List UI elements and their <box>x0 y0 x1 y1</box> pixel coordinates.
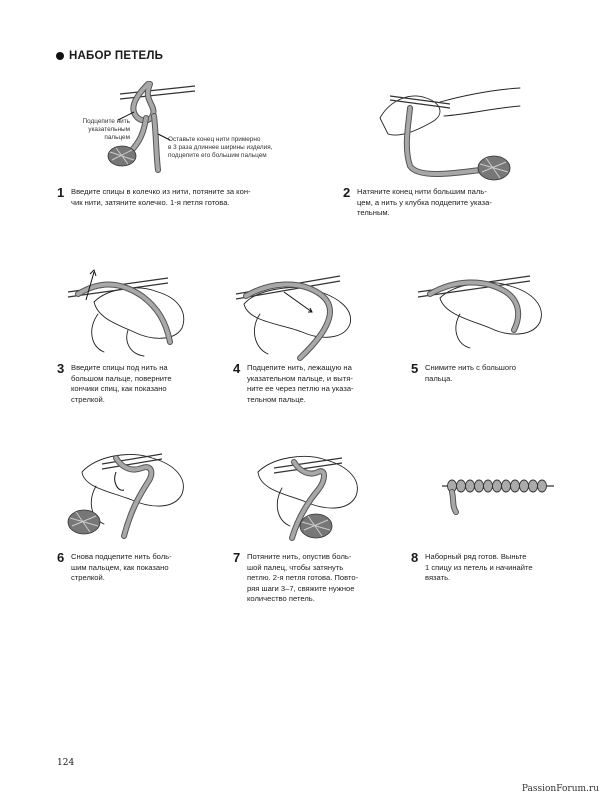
step-line: Натяните конец нити большим паль- <box>357 187 487 196</box>
step-line: Введите спицы под нить на <box>71 363 168 372</box>
arrow-icon <box>284 292 312 312</box>
step-line: Подцепите нить, лежащую на <box>247 363 352 372</box>
step-line: ните ее через петлю на указа- <box>247 384 354 393</box>
step-1-text <box>71 187 311 208</box>
step-1-number: 1 <box>57 185 65 200</box>
section-title: НАБОР ПЕТЕЛЬ <box>69 50 164 62</box>
yarn-ball-icon <box>300 514 332 538</box>
step-line: тельным. <box>357 208 390 217</box>
loop-mark <box>466 480 475 492</box>
step-line: количество петель. <box>247 594 315 603</box>
step-7-number: 7 <box>233 550 241 565</box>
step-2-text <box>357 187 547 219</box>
step-line: шим пальцем, как показано <box>71 562 169 572</box>
note-line: в 3 раза длиннее ширины изделия, <box>168 144 273 151</box>
step-2-number: 2 <box>343 185 351 200</box>
step-line: ряя шаги 3–7, свяжите нужное <box>247 583 355 593</box>
step-line: Снова подцепите нить боль- <box>71 552 172 561</box>
step-line: чик нити, затяните колечко. 1-я петля готова. <box>71 197 230 207</box>
step-5-number: 5 <box>411 361 419 376</box>
arrow-icon <box>115 472 124 490</box>
step-3-illustration <box>58 262 208 362</box>
step-8-text <box>425 552 575 584</box>
step-line: шой палец, чтобы затянуть <box>247 562 344 572</box>
step-4-text <box>247 363 392 405</box>
step-6-text <box>71 552 211 584</box>
loop-mark <box>457 480 466 492</box>
step-6-number: 6 <box>57 550 65 565</box>
loop-mark <box>529 480 538 492</box>
step-2-illustration <box>370 78 530 188</box>
site-watermark: PassionForum.ru <box>521 784 599 794</box>
step-line: кончики спиц, как показано <box>71 384 167 393</box>
loop-mark <box>520 480 529 492</box>
step-line: Наборный ряд готов. Выньте <box>425 552 527 561</box>
step-8-number: 8 <box>411 550 419 565</box>
step-line: пальца. <box>425 373 453 383</box>
loop-mark <box>493 480 502 492</box>
step-7-illustration <box>238 438 378 548</box>
step-7-text <box>247 552 397 605</box>
step-3-number: 3 <box>57 361 65 376</box>
bullet-dot-icon <box>56 52 64 60</box>
cast-on-loops <box>448 480 547 492</box>
step-4-illustration <box>230 262 380 362</box>
loop-mark <box>484 480 493 492</box>
step-line: указательном пальце, и вытя- <box>247 373 353 383</box>
note-line: указательным <box>88 126 130 133</box>
loop-mark <box>475 480 484 492</box>
step-8-illustration <box>438 472 558 512</box>
step-line: стрелкой. <box>71 573 105 582</box>
step-line: петлю. 2-я петля готова. Повто- <box>247 573 359 582</box>
loop-mark <box>538 480 547 492</box>
intro-right-note <box>168 136 308 160</box>
page-number: 124 <box>57 758 75 768</box>
step-line: вязать. <box>425 573 451 582</box>
step-line: стрелкой. <box>71 394 105 404</box>
note-line: подцепите его большим пальцем <box>168 152 267 159</box>
step-6-illustration <box>62 432 202 542</box>
step-line: Введите спицы в колечко из нити, потяните за кон- <box>71 187 251 196</box>
step-line: большом пальце, поверните <box>71 373 172 383</box>
note-line: Подцепите нить <box>82 118 130 125</box>
step-4-number: 4 <box>233 361 241 376</box>
step-5-text <box>425 363 565 384</box>
section-heading <box>56 50 163 62</box>
note-line: пальцем <box>104 134 130 141</box>
yarn-ball-icon <box>108 146 136 166</box>
yarn-ball-icon <box>68 510 100 534</box>
step-line: 1 спицу из петель и начинайте <box>425 562 533 572</box>
step-line: Снимите нить с большого <box>425 363 516 372</box>
note-line: Оставьте конец нити примерно <box>168 136 261 143</box>
loop-mark <box>511 480 520 492</box>
step-5-illustration <box>410 258 560 358</box>
step-line: цем, а нить у клубка подцепите указа- <box>357 197 492 207</box>
intro-left-note <box>60 118 130 142</box>
loop-mark <box>502 480 511 492</box>
step-line: тельном пальце. <box>247 394 306 404</box>
step-3-text <box>71 363 211 405</box>
step-line: Потяните нить, опустив боль- <box>247 552 352 561</box>
yarn-ball-icon <box>478 156 510 180</box>
